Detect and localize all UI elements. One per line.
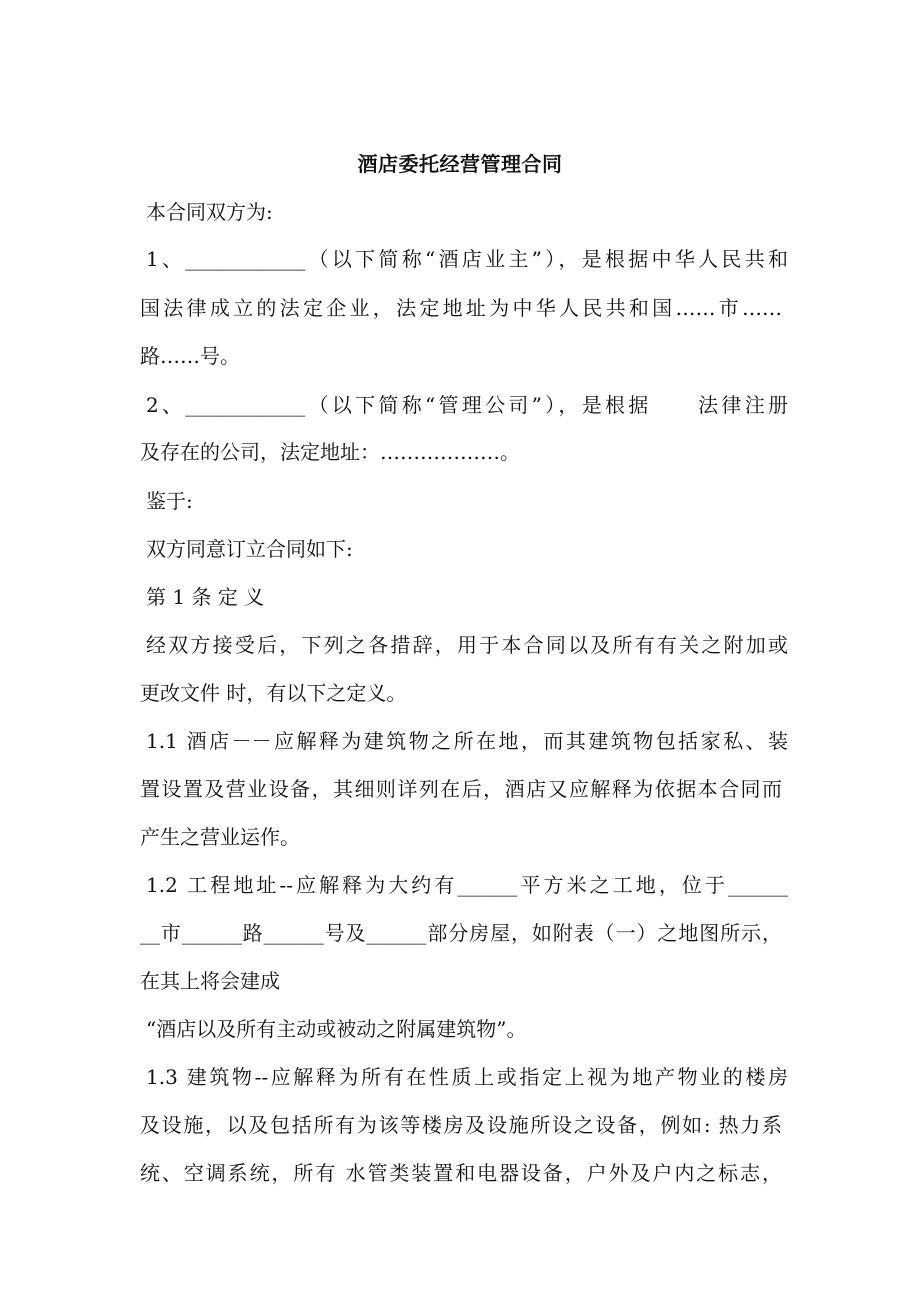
text-line: 本合同双方为: xyxy=(146,200,273,224)
text-line: 1、____________（以下简称“酒店业主”），是根据中华人民共和 xyxy=(146,247,788,271)
text-line: 国法律成立的法定企业，法定地址为中华人民共和国……市…… xyxy=(140,296,782,320)
text-line: 在其上将会建成 xyxy=(140,969,280,993)
text-line: 2、____________（以下简称“管理公司”），是根据 法律注册 xyxy=(146,393,788,417)
contract-title: 酒店委托经营管理合同 xyxy=(357,152,563,176)
text-line: 1.3 建筑物--应解释为所有在性质上或指定上视为地产物业的楼房 xyxy=(146,1065,788,1089)
section-heading: 第 1 条 定 义 xyxy=(146,585,265,609)
text-line: 产生之营业运作。 xyxy=(140,825,300,849)
text-line: 路……号。 xyxy=(140,344,240,368)
text-line: 更改文件 时，有以下之定义。 xyxy=(140,681,407,705)
text-line: 置设置及营业设备，其细则详列在后，酒店又应解释为依据本合同而 xyxy=(140,777,782,801)
text-line: 经双方接受后，下列之各措辞，用于本合同以及所有有关之附加或 xyxy=(146,633,788,657)
text-line: 统、空调系统，所有 水管类装置和电器设备，户外及户内之标志， xyxy=(140,1161,782,1185)
text-line: 及设施，以及包括所有为该等楼房及设施所设之设备，例如: 热力系 xyxy=(140,1113,782,1137)
text-line: “酒店以及所有主动或被动之附属建筑物”。 xyxy=(146,1017,527,1041)
text-line: 1.1 酒店－－应解释为建筑物之所在地，而其建筑物包括家私、装 xyxy=(146,729,788,753)
text-line: 1.2 工程地址--应解释为大约有______平方米之工地，位于______ xyxy=(146,873,788,897)
text-line: __市______路______号及______部分房屋，如附表（一）之地图所示， xyxy=(140,921,782,945)
text-line: 鉴于: xyxy=(146,489,193,513)
text-line: 双方同意订立合同如下: xyxy=(146,537,353,561)
text-line: 及存在的公司，法定地址：………………。 xyxy=(140,440,520,464)
